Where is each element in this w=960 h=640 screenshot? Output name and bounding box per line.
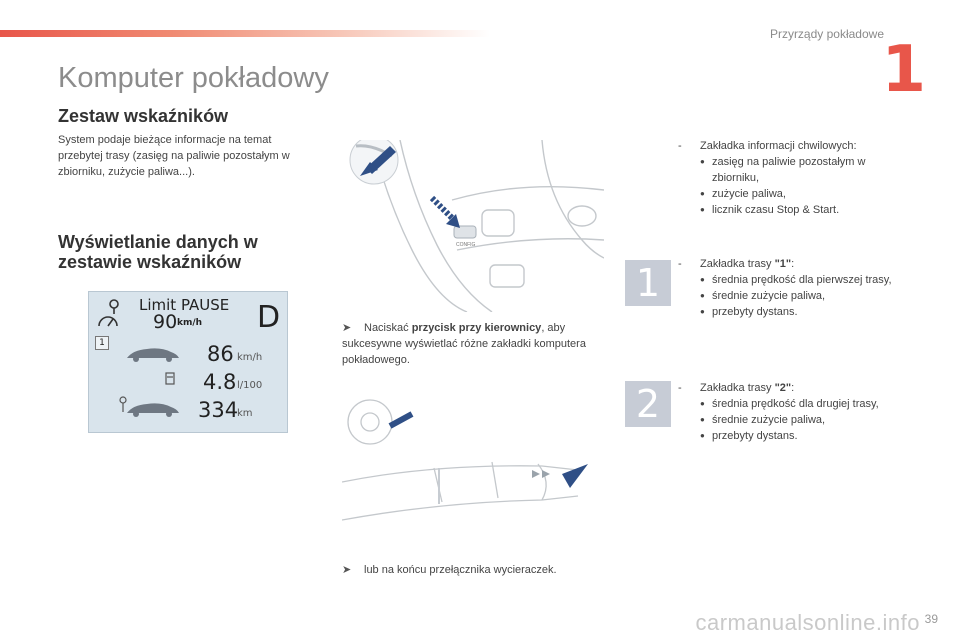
arrow-bullet-icon: ➤	[342, 564, 352, 576]
distance-value: 334	[198, 398, 239, 422]
pointing-arrow-icon	[390, 414, 588, 488]
instruction-emphasis: przycisk przy kierownicy	[411, 322, 542, 334]
section-heading: Wyświetlanie danych w zestawie wskaźników	[58, 232, 258, 272]
tab-lead-text: :	[791, 382, 795, 394]
list-item: ● średnie zużycie paliwa,	[700, 412, 908, 428]
instruction-text: Naciskać	[364, 322, 412, 334]
chapter-number: 1	[881, 33, 926, 107]
list-item: ● średnia prędkość dla pierwszej trasy,	[700, 272, 908, 288]
avg-consumption-unit: l/100	[237, 380, 263, 391]
tab-lead-text: Zakładka informacji chwilowych:	[700, 140, 857, 152]
header-band	[0, 30, 490, 37]
tab-lead-emphasis: "1"	[774, 258, 792, 270]
trip-2-tab-icon: 2	[625, 381, 671, 427]
list-item: ● średnia prędkość dla drugiej trasy,	[700, 396, 908, 412]
distance-marker-icon	[120, 397, 126, 412]
instrument-cluster-display	[88, 291, 288, 433]
gear-indicator: D	[257, 300, 281, 335]
section-intro-text: System podaje bieżące informacje na temat przebytej trasy (zasięg na paliwie pozostałym w zbiorniku, zużycie paliwa...).	[58, 134, 290, 178]
dash-bullet: -	[678, 382, 682, 394]
wiper-tip-button-icon	[532, 470, 550, 478]
wiper-stalk-illustration	[342, 392, 592, 528]
tab-description	[678, 380, 908, 444]
steering-wheel-illustration	[342, 140, 604, 312]
list-item: ● zużycie paliwa,	[700, 186, 908, 202]
instruction-text: lub na końcu przełącznika wycieraczek.	[364, 564, 557, 576]
avg-consumption-value: 4.8	[203, 370, 237, 394]
limit-speed-unit: km/h	[177, 318, 203, 328]
avg-speed-unit: km/h	[237, 352, 263, 363]
limit-speed-value: 90	[153, 311, 178, 333]
section-header: Przyrządy pokładowe	[769, 27, 884, 41]
distance-unit: km	[237, 408, 253, 419]
config-button-label: CONFIG	[456, 242, 476, 248]
tab-description	[678, 138, 908, 218]
tab-lead-emphasis: "2"	[774, 382, 792, 394]
avg-speed-value: 86	[207, 342, 234, 366]
tab-description	[678, 256, 908, 320]
fuel-pump-icon	[166, 373, 174, 384]
dash-bullet: -	[678, 140, 682, 152]
instruction-text: , aby sukcesywne wyświetlać różne zakładki komputera pokładowego.	[342, 322, 586, 366]
dash-bullet: -	[678, 258, 682, 270]
section-heading: Zestaw wskaźników	[58, 106, 229, 126]
page-title: Komputer pokładowy	[58, 62, 329, 94]
speed-limiter-status: Limit PAUSE	[139, 296, 230, 314]
arrow-bullet-icon: ➤	[342, 322, 352, 334]
tab-lead-text: :	[791, 258, 795, 270]
tab-lead-text: Zakładka trasy	[700, 258, 775, 270]
instruction-step	[342, 320, 596, 368]
list-item: ● licznik czasu Stop & Start.	[700, 202, 908, 218]
cluster-tab-number: 1	[95, 336, 109, 350]
watermark: carmanualsonline.info	[695, 610, 920, 635]
speed-limiter-icon	[99, 300, 118, 326]
list-item: ● przebyty dystans.	[700, 304, 908, 320]
list-item: ● zasięg na paliwie pozostałym w zbiorniku,	[700, 154, 908, 186]
list-item: ● średnie zużycie paliwa,	[700, 288, 908, 304]
config-button-icon	[454, 226, 476, 238]
tab-lead-text: Zakładka trasy	[700, 382, 775, 394]
page-number: 39	[924, 612, 938, 626]
instruction-step	[342, 562, 596, 578]
car-icon	[127, 348, 179, 417]
trip-1-tab-icon: 1	[625, 260, 671, 306]
list-item: ● przebyty dystans.	[700, 428, 908, 444]
pointing-arrow-icon	[432, 198, 460, 228]
